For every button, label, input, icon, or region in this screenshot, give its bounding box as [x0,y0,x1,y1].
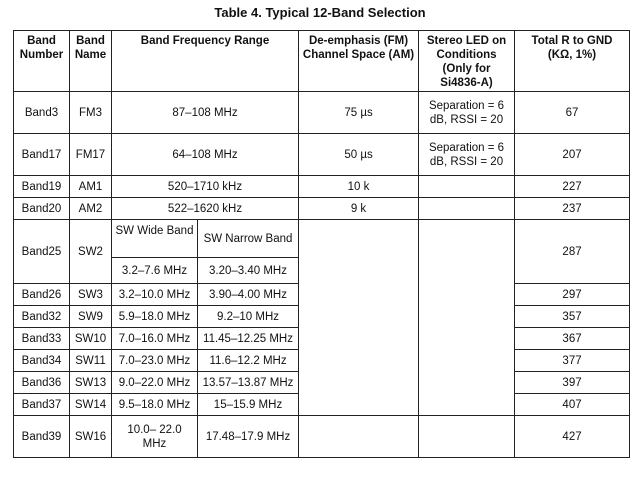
band-name-cell: SW16 [70,416,112,458]
header-stereo-led: Stereo LED on Conditions (Only for Si4836-A) [419,31,515,92]
total-r-cell: 367 [515,328,630,350]
total-r-cell: 407 [515,394,630,416]
band-number-cell: Band17 [14,134,70,176]
table-row [14,134,630,176]
sw-wide-range-cell: 7.0–16.0 MHz [112,328,198,350]
sw-narrow-range-cell: 15–15.9 MHz [198,394,299,416]
total-r-cell: 237 [515,198,630,220]
band-number-cell: Band25 [14,220,70,284]
total-r-cell: 397 [515,372,630,394]
header-band-name: Band Name [70,31,112,92]
band-name-cell: SW2 [70,220,112,284]
sw-narrow-range-cell: 3.20–3.40 MHz [198,258,299,284]
table-row [14,220,630,258]
band-name-cell: SW3 [70,284,112,306]
stereo-led-cell [419,176,515,198]
band-name-cell: FM17 [70,134,112,176]
band-name-cell: SW13 [70,372,112,394]
total-r-cell: 67 [515,92,630,134]
band-number-cell: Band19 [14,176,70,198]
band-number-cell: Band37 [14,394,70,416]
stereo-led-cell [419,220,515,416]
table-title: Table 4. Typical 12-Band Selection [214,5,426,20]
total-r-cell: 427 [515,416,630,458]
band-number-cell: Band34 [14,350,70,372]
band-name-cell: SW10 [70,328,112,350]
band-name-cell: SW11 [70,350,112,372]
sw-narrow-range-cell: 17.48–17.9 MHz [198,416,299,458]
header-row [14,31,630,92]
band-name-cell: SW14 [70,394,112,416]
sw-wide-band-label: SW Wide Band [112,220,198,258]
header-band-number: Band Number [14,31,70,92]
band-number-cell: Band26 [14,284,70,306]
stereo-led-cell [419,416,515,458]
header-total-r: Total R to GND (KΩ, 1%) [515,31,630,92]
sw-wide-range-cell: 3.2–10.0 MHz [112,284,198,306]
total-r-cell: 287 [515,220,630,284]
sw-narrow-band-label: SW Narrow Band [198,220,299,258]
stereo-led-cell [419,198,515,220]
deemphasis-cell: 50 µs [299,134,419,176]
frequency-range-cell: 64–108 MHz [112,134,299,176]
deemphasis-cell: 75 µs [299,92,419,134]
sw-narrow-range-cell: 13.57–13.87 MHz [198,372,299,394]
deemphasis-cell: 9 k [299,198,419,220]
band-name-cell: AM1 [70,176,112,198]
band-selection-table [13,30,630,458]
sw-wide-range-cell: 9.0–22.0 MHz [112,372,198,394]
total-r-cell: 297 [515,284,630,306]
total-r-cell: 357 [515,306,630,328]
sw-wide-range-cell: 9.5–18.0 MHz [112,394,198,416]
stereo-led-cell: Separation = 6 dB, RSSI = 20 [419,134,515,176]
sw-wide-range-cell: 10.0– 22.0 MHz [112,416,198,458]
band-number-cell: Band36 [14,372,70,394]
sw-wide-range-cell: 5.9–18.0 MHz [112,306,198,328]
stereo-led-cell: Separation = 6 dB, RSSI = 20 [419,92,515,134]
deemphasis-cell [299,416,419,458]
total-r-cell: 377 [515,350,630,372]
band-name-cell: SW9 [70,306,112,328]
deemphasis-cell [299,220,419,416]
header-deemphasis: De-emphasis (FM) Channel Space (AM) [299,31,419,92]
frequency-range-cell: 520–1710 kHz [112,176,299,198]
sw-wide-range-cell: 3.2–7.6 MHz [112,258,198,284]
table-row [14,176,630,198]
table-row [14,416,630,458]
sw-wide-range-cell: 7.0–23.0 MHz [112,350,198,372]
sw-narrow-range-cell: 3.90–4.00 MHz [198,284,299,306]
table-row [14,92,630,134]
band-number-cell: Band20 [14,198,70,220]
sw-narrow-range-cell: 11.6–12.2 MHz [198,350,299,372]
band-number-cell: Band3 [14,92,70,134]
frequency-range-cell: 87–108 MHz [112,92,299,134]
total-r-cell: 227 [515,176,630,198]
table-row [14,198,630,220]
band-name-cell: AM2 [70,198,112,220]
band-number-cell: Band39 [14,416,70,458]
frequency-range-cell: 522–1620 kHz [112,198,299,220]
deemphasis-cell: 10 k [299,176,419,198]
sw-narrow-range-cell: 9.2–10 MHz [198,306,299,328]
band-number-cell: Band33 [14,328,70,350]
sw-narrow-range-cell: 11.45–12.25 MHz [198,328,299,350]
total-r-cell: 207 [515,134,630,176]
band-name-cell: FM3 [70,92,112,134]
band-number-cell: Band32 [14,306,70,328]
header-frequency-range: Band Frequency Range [112,31,299,92]
